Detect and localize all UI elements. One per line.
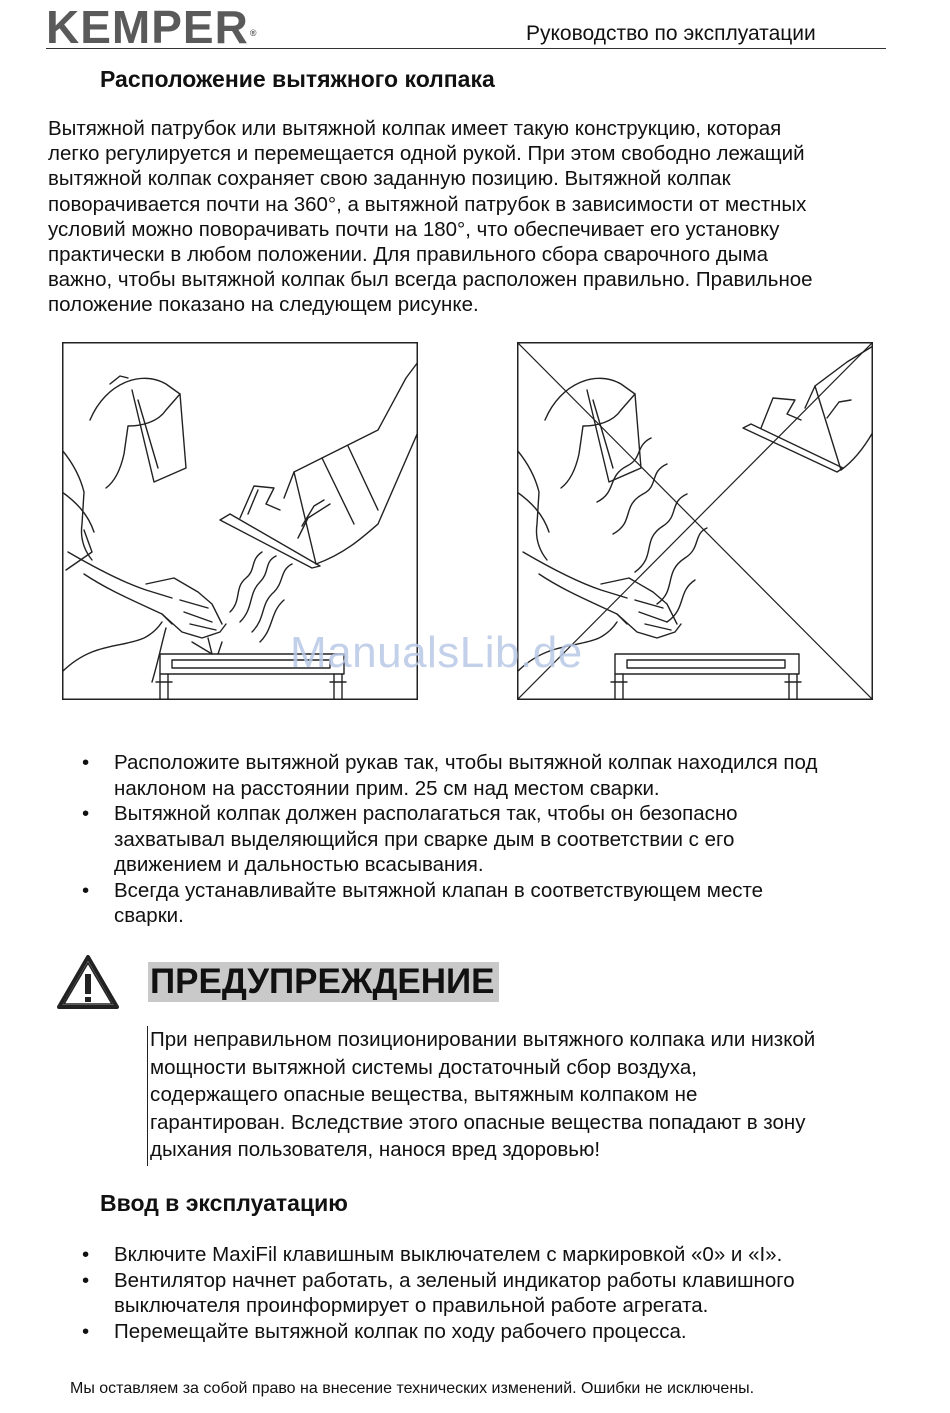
list-item (72, 1242, 892, 1268)
list-item-line: Расположите вытяжной рукав так, чтобы вытяжной колпак находился под (114, 751, 818, 774)
list-item-line: Перемещайте вытяжной колпак по ходу рабочего процесса. (114, 1319, 687, 1343)
bullet-icon: • (82, 802, 90, 825)
list-item (72, 878, 892, 929)
list-item (72, 750, 892, 801)
document-title: Руководство по эксплуатации (526, 22, 816, 45)
paragraph-line: практически в любом положении. Для правильного сбора сварочного дыма (48, 243, 769, 267)
warning-title: ПРЕДУПРЕЖДЕНИЕ (148, 962, 499, 1002)
paragraph-line: вытяжной колпак сохраняет свою заданную позицию. Вытяжной колпак (48, 167, 731, 191)
section-heading-hood-position: Расположение вытяжного колпака (100, 66, 495, 92)
warning-line: гарантирован. Вследствие этого опасные вещества попадают в зону (150, 1110, 806, 1134)
paragraph-line: положение показано на следующем рисунке. (48, 293, 479, 317)
section-heading-commissioning: Ввод в эксплуатацию (100, 1190, 348, 1216)
bullet-icon: • (82, 878, 90, 902)
commissioning-bullet-list (72, 1242, 892, 1344)
bullet-icon: • (82, 1319, 90, 1343)
list-item-line: Всегда устанавливайте вытяжной клапан в соответствующем месте (114, 878, 764, 902)
list-item-line: выключателя проинформирует о правильной работе агрегата. (114, 1294, 709, 1317)
watermark: ManualsLib.de (290, 628, 583, 677)
list-item-line: наклоном на расстоянии прим. 25 см над местом сварки. (114, 776, 660, 800)
warning-text (147, 1026, 880, 1166)
footer-disclaimer: Мы оставляем за собой право на внесение технических изменений. Ошибки не исключены. (70, 1380, 755, 1397)
list-item-line: Вытяжной колпак должен располагаться так, чтобы он безопасно (114, 802, 738, 825)
warning-line: содержащего опасные вещества, вытяжным колпаком не (150, 1083, 698, 1106)
list-item-line: Вентилятор начнет работать, а зеленый индикатор работы клавишного (114, 1268, 795, 1292)
paragraph-line: Вытяжной патрубок или вытяжной колпак имеет такую конструкцию, которая (48, 117, 782, 140)
warning-line: При неправильном позиционировании вытяжного колпака или низкой (150, 1028, 816, 1051)
list-item-line: движением и дальностью всасывания. (114, 853, 484, 876)
warning-line: мощности вытяжной системы достаточный сбор воздуха, (150, 1055, 697, 1079)
list-item (72, 1319, 892, 1345)
list-item (72, 1268, 892, 1319)
warning-line: дыхания пользователя, нанося вред здоровью! (150, 1138, 601, 1161)
list-item (72, 801, 892, 878)
paragraph-line: легко регулируется и перемещается одной рукой. При этом свободно лежащий (48, 142, 805, 166)
brand-logo: KEMPER® (46, 1, 258, 53)
paragraph-line: поворачивается почти на 360°, а вытяжной патрубок в зависимости от местных (48, 192, 807, 216)
bullet-icon: • (82, 1268, 90, 1292)
list-item-line: сварки. (114, 904, 184, 927)
bullet-icon: • (82, 751, 90, 774)
list-item-line: Включите MaxiFil клавишным выключателем с маркировкой «0» и «I». (114, 1243, 783, 1266)
list-item-line: захватывал выделяющийся при сварке дым в соответствии с его (114, 827, 735, 851)
positioning-bullet-list (72, 750, 892, 929)
paragraph-line: важно, чтобы вытяжной колпак был всегда расположен правильно. Правильное (48, 268, 813, 292)
header-rule (46, 48, 886, 49)
paragraph-line: условий можно поворачивать почти на 180°, что обеспечивает его установку (48, 217, 780, 241)
bullet-icon: • (82, 1243, 90, 1266)
intro-paragraph (48, 116, 888, 318)
warning-triangle-icon (56, 954, 120, 1010)
